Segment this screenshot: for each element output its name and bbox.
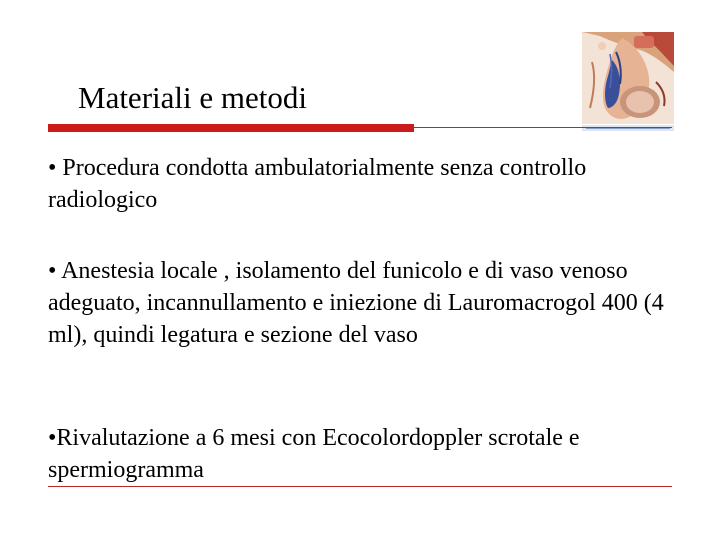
title-accent-line: [414, 127, 672, 128]
bullet-reevaluation: •Rivalutazione a 6 mesi con Ecocolordoppler scrotale e spermiogramma: [48, 425, 580, 483]
slide-title: Materiali e metodi: [78, 80, 307, 115]
anatomy-illustration: [582, 32, 674, 124]
bullet-anesthesia: • Anestesia locale , isolamento del funicolo e di vaso venoso adeguato, incannullamento e iniezione di Lauromacrogol 400 (4 ml), quindi legatura e sezione del vaso: [48, 258, 664, 348]
image-caption-strip: [582, 118, 674, 124]
bottom-rule: [48, 486, 672, 487]
bullet-procedure: • Procedura condotta ambulatorialmente senza controllo radiologico: [48, 155, 587, 213]
title-accent-bar: [48, 124, 414, 132]
